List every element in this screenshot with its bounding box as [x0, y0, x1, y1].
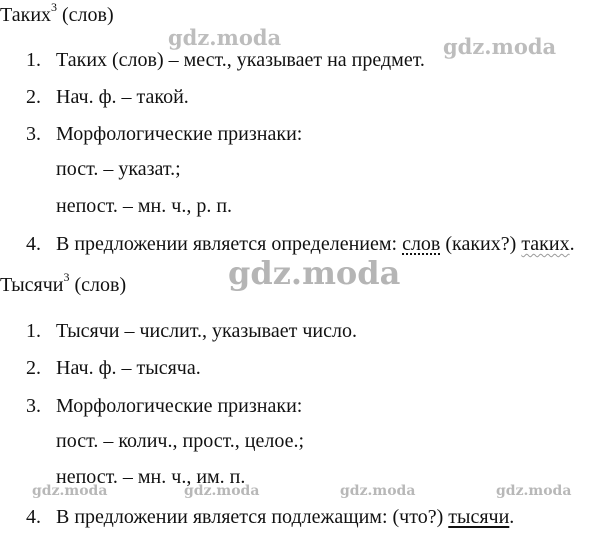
item-number: 4. — [26, 506, 41, 528]
block2-heading — [0, 270, 127, 297]
item-number: 2. — [26, 357, 41, 379]
item-text: Нач. ф. – тысяча. — [56, 357, 201, 379]
block2-item-1 — [26, 319, 357, 343]
heading-rest: (слов) — [57, 4, 114, 26]
question: (каких?) — [440, 233, 522, 255]
block1-item-2 — [26, 85, 189, 109]
block1-sub-variable: непост. – мн. ч., р. п. — [56, 195, 233, 217]
heading-rest: (слов) — [69, 274, 127, 296]
block2-item-3 — [26, 394, 302, 418]
watermark: gdz.moda — [340, 483, 416, 499]
watermark: gdz.moda — [168, 25, 282, 50]
subject-word: слов — [402, 233, 441, 255]
block2-item-2 — [26, 356, 201, 380]
heading-word: Таких — [0, 4, 52, 26]
heading-superscript: 3 — [63, 270, 70, 285]
heading-word: Тысячи — [0, 274, 64, 296]
item-number: 1. — [26, 49, 41, 71]
item-number: 4. — [26, 233, 41, 255]
item-number: 1. — [26, 320, 41, 342]
watermark: gdz.moda — [32, 483, 108, 499]
watermark: gdz.moda — [443, 34, 557, 59]
watermark: gdz.moda — [496, 483, 572, 499]
item-number: 2. — [26, 86, 41, 108]
answer-word: таких — [521, 233, 570, 255]
item-text: Морфологические признаки: — [56, 395, 303, 417]
item-text: В предложении является определением: — [56, 233, 403, 255]
block1-item-4 — [26, 232, 575, 256]
watermark: gdz.moda — [228, 254, 401, 292]
item-text: В предложении является подлежащим: (что?) — [56, 506, 449, 528]
block1-heading — [0, 0, 114, 27]
watermark: gdz.moda — [184, 483, 260, 499]
block2-item-4 — [26, 505, 514, 529]
block2-sub-variable: непост. – мн. ч., им. п. — [56, 466, 246, 488]
item-end: . — [569, 233, 575, 255]
block1-item-3 — [26, 122, 302, 146]
item-text: Тысячи – числит., указывает число. — [56, 320, 357, 342]
item-number: 3. — [26, 123, 41, 145]
answer-word: тысячи — [448, 506, 510, 528]
item-text: Нач. ф. – такой. — [56, 86, 189, 108]
item-end: . — [509, 506, 515, 528]
block1-item-1 — [26, 48, 425, 72]
heading-superscript: 3 — [51, 0, 58, 15]
block1-sub-constant: пост. – указат.; — [56, 158, 181, 180]
item-text: Таких (слов) – мест., указывает на предмет. — [56, 49, 425, 71]
item-text: Морфологические признаки: — [56, 123, 303, 145]
block2-sub-constant: пост. – колич., прост., целое.; — [56, 430, 305, 452]
item-number: 3. — [26, 395, 41, 417]
